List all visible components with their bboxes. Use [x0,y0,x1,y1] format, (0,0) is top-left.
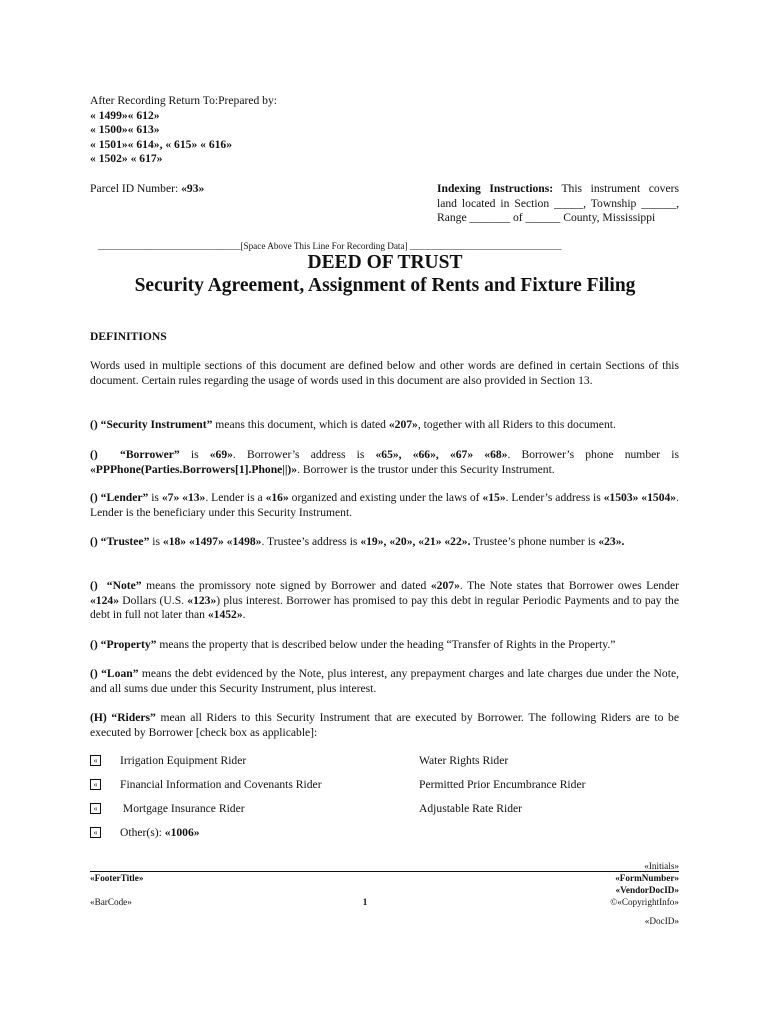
clause-prefix: () [90,579,98,592]
rider-checkbox[interactable]: « [90,755,101,766]
clause-lender [90,491,679,520]
rider-row [90,826,680,842]
footer-copyright: ©«CopyrightInfo» [610,897,679,907]
clause-field: «207» [388,418,418,431]
definitions-heading: DEFINITIONS [90,330,167,343]
clause-text: Dollars (U.S. [118,593,188,607]
definitions-intro: Words used in multiple sections of this document are defined below and other words are defined in certain Sections of this document. Certain rules regarding the usage of words used in this document are also provided in Section 13. [90,359,679,387]
rider-label: Permitted Prior Encumbrance Rider [419,778,586,791]
clause-text: ) plus interest. Borrower has promised to pay this debt in regular Periodic Payments and to pay the debt in full not later than [90,593,679,622]
clause-term: “Property” [100,638,157,651]
clause-field: «124» [90,593,119,607]
return-line-1: « 1499»« 612» [90,108,160,122]
clause-text: is [148,491,162,504]
clause-text: . The Note states that Borrower owes Lender [459,579,680,592]
return-block [90,94,277,167]
clause-text: is [179,448,210,461]
clause-text: . Lender’s address is [505,491,604,504]
clause-text: . Lender is a [205,491,266,504]
clause-text: means the promissory note signed by Borrower and dated [141,579,431,592]
rider-label: Mortgage Insurance Rider [120,802,245,815]
indexing-label: Indexing Instructions: [437,182,554,195]
clause-term: “Security Instrument” [100,418,213,431]
clause-field: «16» [265,491,289,504]
clause-note [90,579,679,623]
rider-checkbox[interactable]: « [90,827,101,838]
clause-field: «23». [598,535,625,548]
clause-borrower [90,448,679,477]
return-line-2: « 1500»« 613» [90,123,160,137]
clause-text: means the debt evidenced by the Note, plus interest, any prepayment charges and late charges due under the Note, and all sums due under this Security Instrument, plus interest. [90,667,679,695]
clause-security-instrument [90,418,679,433]
clause-text: , together with all Riders to this document. [417,418,616,431]
clause-field: «69» [209,448,233,461]
clause-text: Trustee’s phone number is [470,535,599,548]
parcel-label: Parcel ID Number: [90,182,179,195]
clause-riders [90,711,679,740]
clause-prefix: () [90,667,98,680]
clause-text: . Borrower is the trustor under this Security Instrument. [297,462,555,476]
footer-form-number: «FormNumber» [615,873,679,883]
rider-checkbox[interactable]: « [90,779,101,790]
parcel-id [90,182,204,197]
rider-other [120,826,200,841]
clause-field: «65», «66», «67» «68» [375,448,508,461]
return-heading: After Recording Return To:Prepared by: [90,94,277,107]
clause-term: “Note” [106,579,142,592]
clause-property [90,638,679,653]
clause-text: . [242,608,246,622]
rider-label: Adjustable Rate Rider [419,802,523,815]
clause-field: «1452» [207,608,243,622]
clause-field: «123» [187,593,217,607]
rider-label: Other(s): [120,826,165,839]
recording-data-line: _______________________________[Space Above This Line For Recording Data] _________________________________ [98,241,562,251]
clause-text: means this document, which is dated [212,418,389,431]
indexing-instructions [437,182,679,226]
footer-vendor-doc-id: «VendorDocID» [615,885,679,895]
rider-label: Water Rights Rider [419,754,509,767]
clause-text: . Borrower’s address is [232,448,376,461]
clause-text: . Borrower’s phone number is [507,448,680,461]
document-subtitle: Security Agreement, Assignment of Rents and Fixture Filing [134,275,636,296]
clause-field: «7» «13» [161,491,206,504]
clause-text: . Lender is the beneficiary under this Security Instrument. [90,491,679,519]
return-line-4: « 1502» « 617» [90,152,163,166]
clause-prefix: () [90,448,98,461]
clause-prefix: () [90,491,98,504]
clause-field: «207» [430,579,460,592]
clause-prefix: () [90,638,98,651]
clause-prefix: () [90,418,98,431]
clause-term: “Borrower” [120,448,180,461]
rider-checkbox[interactable]: « [90,803,101,814]
rider-row [90,754,680,770]
rider-row [90,778,680,794]
clause-text: . Trustee’s address is [261,535,361,548]
rider-label: Financial Information and Covenants Rider [120,778,322,791]
clause-field: «18» «1497» «1498» [162,535,262,548]
clause-prefix: (H) [90,711,107,724]
footer-initials: «Initials» [644,861,679,871]
clause-trustee [90,535,679,550]
clause-prefix: () [90,535,98,548]
clause-field: «15» [482,491,506,504]
page-number: 1 [362,897,368,907]
footer-doc-id: «DocID» [644,916,679,926]
return-line-3: « 1501»« 614», « 615» « 616» [90,137,233,151]
clause-term: “Riders” [111,711,156,724]
indexing-text: This instrument covers land located in Section _____, Township ______, Range _______ of ______ County, Mississippi [437,182,679,225]
clause-text: is [149,535,163,548]
clause-term: “Lender” [100,491,149,504]
rider-other-field: «1006» [164,826,200,839]
clause-field: «PPPhone(Parties.Borrowers[1].Phone||)» [90,462,298,476]
footer-barcode: «BarCode» [90,897,132,907]
rider-label: Irrigation Equipment Rider [120,754,247,767]
document-title: DEED OF TRUST [307,252,463,273]
clause-term: “Trustee” [100,535,150,548]
parcel-value: «93» [181,182,205,195]
clause-field: «19», «20», «21» «22». [360,535,471,548]
clause-text: means the property that is described below under the heading “Transfer of Rights in the Property.” [156,638,616,651]
footer-title: «FooterTitle» [90,873,144,883]
clause-text: mean all Riders to this Security Instrument that are executed by Borrower. The following Riders are to be executed by Borrower [check box as applicable]: [90,711,679,739]
clause-loan [90,667,679,696]
clause-term: “Loan” [101,667,139,680]
clause-text: organized and existing under the laws of [288,491,483,504]
rider-row [90,802,680,818]
clause-field: «1503» «1504» [603,491,677,504]
